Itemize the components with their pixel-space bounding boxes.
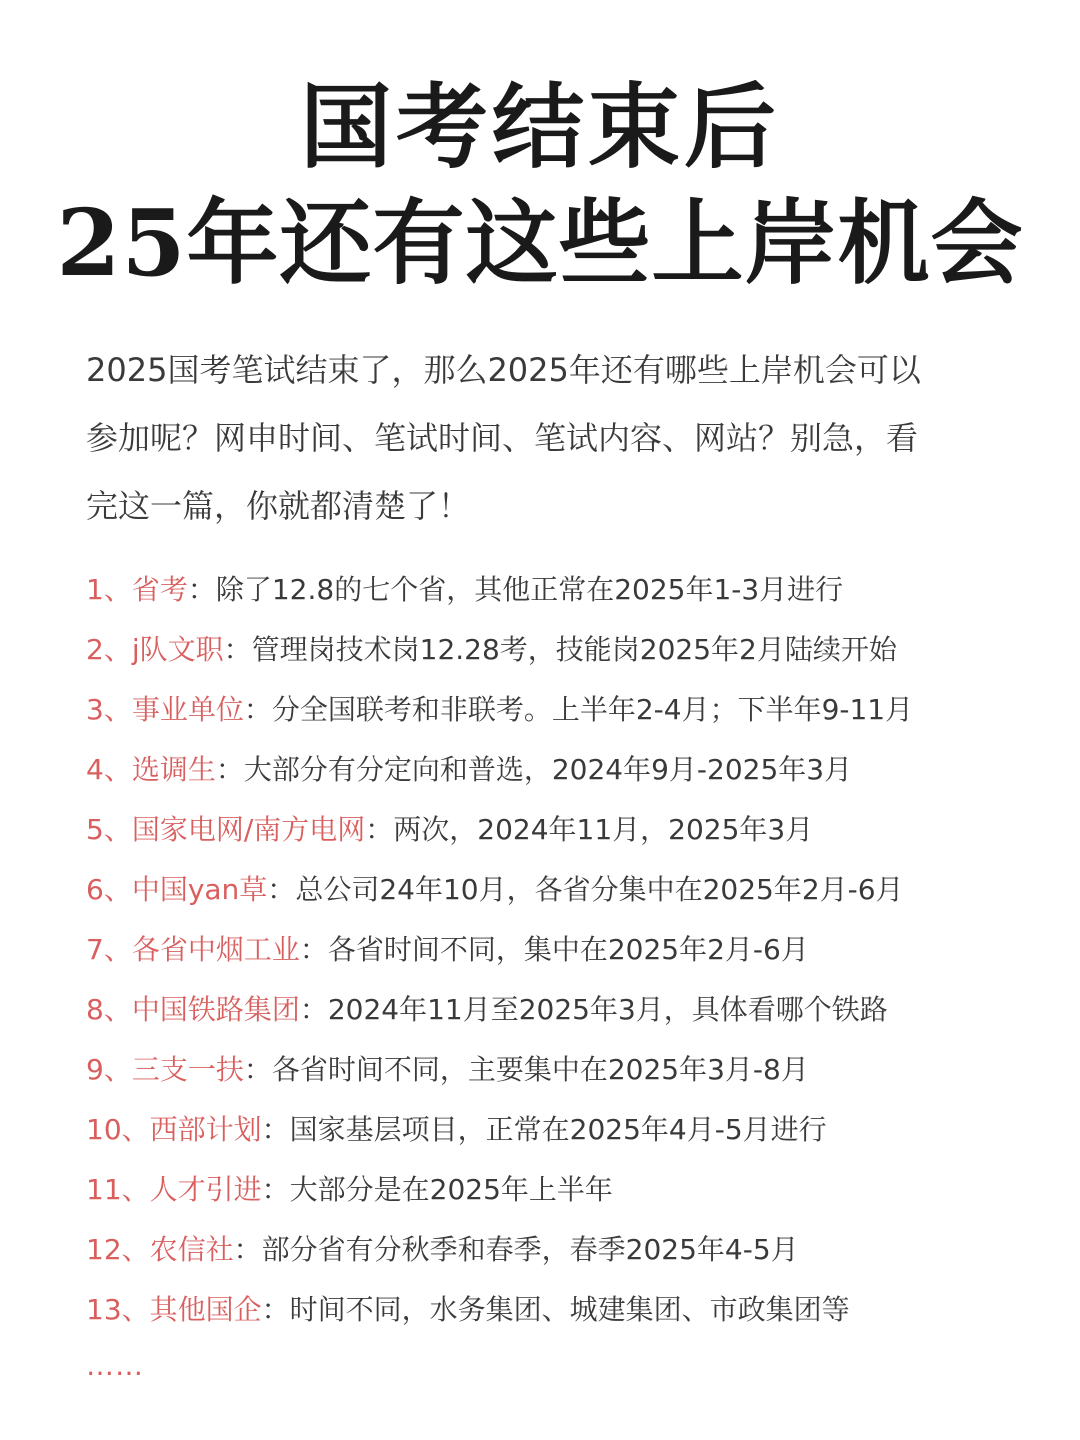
- list-item: [86, 680, 1026, 740]
- page-title-line-2: 25年还有这些上岸机会: [56, 189, 1024, 297]
- intro-paragraph: [86, 336, 1006, 540]
- item-desc: 大部分有分定向和普选，2024年9月-2025年3月: [243, 753, 853, 786]
- item-desc: 各省时间不同，集中在2025年2月-6月: [327, 933, 809, 966]
- list-item: [86, 620, 1026, 680]
- item-desc: 时间不同，水务集团、城建集团、市政集团等: [289, 1293, 850, 1326]
- item-key: 10、西部计划: [86, 1113, 262, 1146]
- item-key: 9、三支一扶: [86, 1053, 244, 1086]
- item-colon: ：: [233, 1233, 262, 1266]
- item-colon: ：: [243, 1053, 272, 1086]
- item-key: 6、中国yan草: [86, 873, 268, 906]
- list-item: [86, 800, 1026, 860]
- list-item: [86, 560, 1026, 620]
- intro-line: 参加呢？网申时间、笔试时间、笔试内容、网站？别急，看: [86, 419, 919, 457]
- item-desc: 除了12.8的七个省，其他正常在2025年1-3月进行: [215, 573, 844, 606]
- intro-line: 完这一篇，你就都清楚了！: [86, 487, 471, 525]
- item-colon: ：: [215, 753, 244, 786]
- item-colon: ：: [365, 813, 394, 846]
- item-key: 13、其他国企: [86, 1293, 262, 1326]
- opportunity-list: [86, 560, 1026, 1340]
- item-colon: ：: [223, 633, 252, 666]
- item-desc: 分全国联考和非联考。上半年2-4月；下半年9-11月: [271, 693, 914, 726]
- item-desc: 两次，2024年11月，2025年3月: [393, 813, 814, 846]
- item-key: 4、选调生: [86, 753, 216, 786]
- item-colon: ：: [299, 993, 328, 1026]
- intro-line: 2025国考笔试结束了，那么2025年还有哪些上岸机会可以: [86, 351, 921, 389]
- item-colon: ：: [261, 1113, 290, 1146]
- item-colon: ：: [261, 1293, 290, 1326]
- item-colon: ：: [299, 933, 328, 966]
- item-colon: ：: [243, 693, 272, 726]
- list-item: [86, 1100, 1026, 1160]
- item-desc: 2024年11月至2025年3月，具体看哪个铁路: [327, 993, 888, 1026]
- item-colon: ：: [261, 1173, 290, 1206]
- list-item: [86, 920, 1026, 980]
- item-colon: ：: [267, 873, 296, 906]
- item-desc: 总公司24年10月，各省分集中在2025年2月-6月: [295, 873, 904, 906]
- item-desc: 大部分是在2025年上半年: [289, 1173, 613, 1206]
- list-item: [86, 1220, 1026, 1280]
- item-colon: ：: [187, 573, 216, 606]
- item-key: 3、事业单位: [86, 693, 244, 726]
- item-key: 8、中国铁路集团: [86, 993, 300, 1026]
- item-desc: 国家基层项目，正常在2025年4月-5月进行: [289, 1113, 827, 1146]
- item-key: 7、各省中烟工业: [86, 933, 300, 966]
- list-item: [86, 1160, 1026, 1220]
- item-desc: 管理岗技术岗12.28考，技能岗2025年2月陆续开始: [251, 633, 897, 666]
- page-title-line-1: 国考结束后: [299, 73, 780, 181]
- more-ellipsis: ……: [86, 1349, 144, 1382]
- list-item: [86, 980, 1026, 1040]
- item-key: 12、农信社: [86, 1233, 234, 1266]
- item-key: 5、国家电网/南方电网: [86, 813, 366, 846]
- list-item: [86, 860, 1026, 920]
- item-key: 1、省考: [86, 573, 188, 606]
- list-item: [86, 1280, 1026, 1340]
- item-desc: 各省时间不同，主要集中在2025年3月-8月: [271, 1053, 809, 1086]
- list-item: [86, 1040, 1026, 1100]
- item-key: 11、人才引进: [86, 1173, 262, 1206]
- list-item: [86, 740, 1026, 800]
- item-key: 2、j队文职: [86, 633, 224, 666]
- item-desc: 部分省有分秋季和春季，春季2025年4-5月: [261, 1233, 799, 1266]
